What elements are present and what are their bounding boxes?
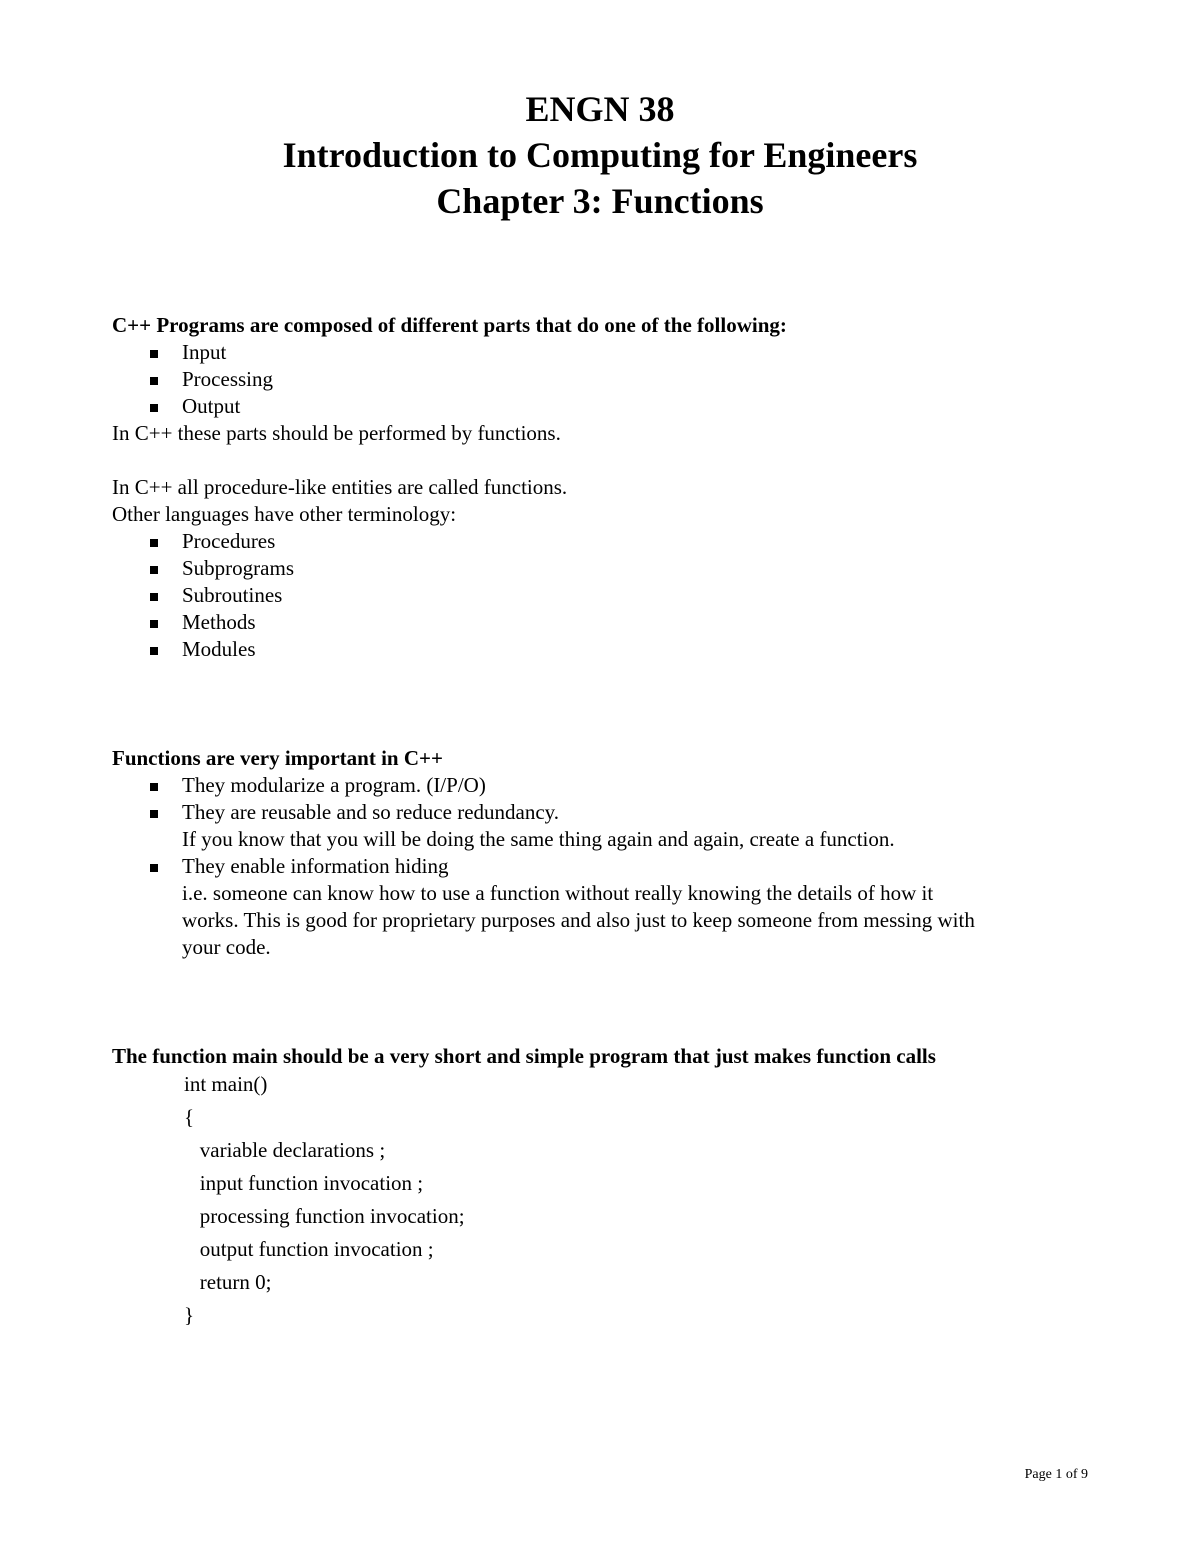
parts-list	[112, 339, 1112, 420]
square-bullet-icon	[150, 350, 158, 358]
square-bullet-icon	[150, 783, 158, 791]
paragraph: In C++ these parts should be performed by functions.	[112, 421, 561, 445]
section-importance	[112, 745, 1112, 961]
terminology-list	[112, 528, 1112, 663]
square-bullet-icon	[150, 810, 158, 818]
paragraph: Other languages have other terminology:	[112, 502, 457, 526]
code-line: int main()	[184, 1072, 268, 1096]
square-bullet-icon	[150, 620, 158, 628]
code-line: {	[184, 1105, 195, 1129]
section-main-function	[112, 1043, 1162, 1070]
square-bullet-icon	[150, 593, 158, 601]
code-block	[184, 1068, 465, 1332]
list-item: Output	[112, 393, 1112, 420]
square-bullet-icon	[150, 647, 158, 655]
document-title	[0, 86, 1200, 224]
course-code: ENGN 38	[525, 89, 675, 129]
chapter-title: Chapter 3: Functions	[436, 181, 764, 221]
list-item: Subroutines	[112, 582, 1112, 609]
square-bullet-icon	[150, 377, 158, 385]
code-line: input function invocation ;	[184, 1171, 424, 1195]
section-program-parts	[112, 312, 1112, 663]
page-number: Page 1 of 9	[1024, 1467, 1088, 1482]
code-line: }	[184, 1303, 195, 1327]
code-line: output function invocation ;	[184, 1237, 434, 1261]
list-item: They modularize a program. (I/P/O)	[112, 772, 1112, 799]
list-item: Modules	[112, 636, 1112, 663]
section-heading: C++ Programs are composed of different parts that do one of the following:	[112, 313, 787, 337]
importance-list	[112, 772, 1112, 961]
course-name: Introduction to Computing for Engineers	[282, 135, 918, 175]
square-bullet-icon	[150, 864, 158, 872]
list-item: Methods	[112, 609, 1112, 636]
square-bullet-icon	[150, 566, 158, 574]
section-heading: The function main should be a very short and simple program that just makes function calls	[112, 1044, 936, 1068]
square-bullet-icon	[150, 404, 158, 412]
paragraph: In C++ all procedure-like entities are called functions.	[112, 475, 568, 499]
list-item: Subprograms	[112, 555, 1112, 582]
square-bullet-icon	[150, 539, 158, 547]
list-item: Processing	[112, 366, 1112, 393]
list-item: Input	[112, 339, 1112, 366]
list-item: They are reusable and so reduce redundancy. If you know that you will be doing the same thing again and again, create a function.	[112, 799, 1112, 853]
list-item: Procedures	[112, 528, 1112, 555]
section-heading: Functions are very important in C++	[112, 746, 443, 770]
code-line: return 0;	[184, 1270, 272, 1294]
code-line: processing function invocation;	[184, 1204, 465, 1228]
list-item: They enable information hiding i.e. someone can know how to use a function without really knowing the details of how it works. This is good for proprietary purposes and also just to keep someone from messing with your code.	[112, 853, 1112, 961]
code-line: variable declarations ;	[184, 1138, 386, 1162]
